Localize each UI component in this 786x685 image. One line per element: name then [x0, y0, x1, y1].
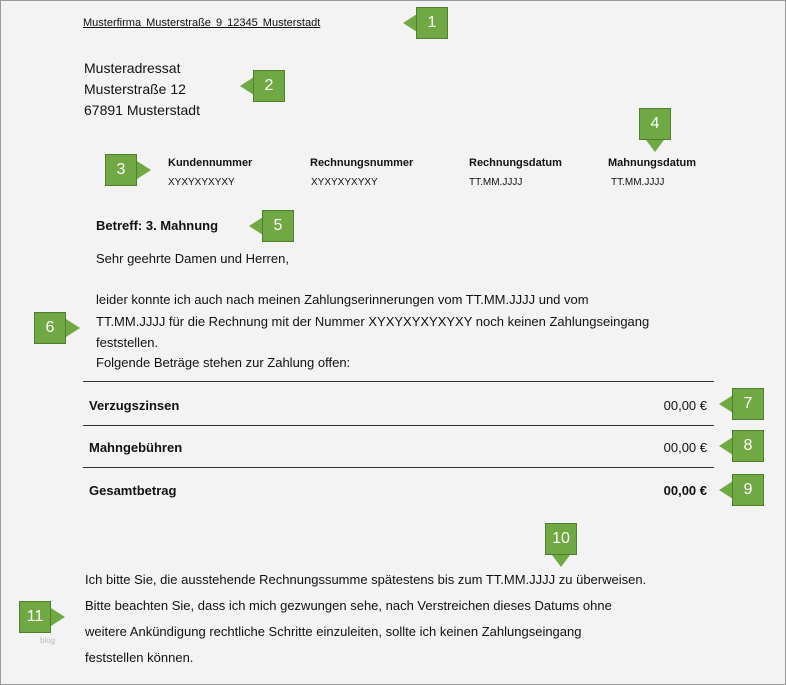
marker-arrow-icon	[137, 161, 151, 179]
table-rule	[83, 425, 714, 426]
invoice-date-label: Rechnungsdatum	[469, 157, 562, 169]
body-line-3: feststellen.	[96, 335, 159, 350]
amount-value-total: 00,00 €	[663, 483, 707, 498]
amount-label-fees: Mahngebühren	[89, 440, 183, 455]
marker-badge-6: 6	[34, 312, 66, 344]
marker-arrow-icon	[719, 481, 733, 499]
closing-line-3: weitere Ankündigung rechtliche Schritte einzuleiten, sollte ich keinen Zahlungseingang	[85, 624, 582, 639]
invoice-number-value: XYXYXYXYXY	[311, 177, 378, 188]
marker-badge-1: 1	[416, 7, 448, 39]
marker-badge-10: 10	[545, 523, 577, 555]
recipient-city: 67891 Musterstadt	[84, 102, 200, 118]
amount-label-interest: Verzugszinsen	[89, 398, 180, 413]
closing-line-2: Bitte beachten Sie, dass ich mich gezwungen sehe, nach Verstreichen dieses Datums ohne	[85, 598, 612, 613]
reminder-date-label: Mahnungsdatum	[608, 157, 696, 169]
customer-number-value: XYXYXYXYXY	[168, 177, 235, 188]
invoice-number-label: Rechnungsnummer	[310, 157, 414, 169]
recipient-street: Musterstraße 12	[84, 81, 186, 97]
reminder-date-value: TT.MM.JJJJ	[611, 177, 665, 188]
marker-arrow-icon	[646, 140, 664, 152]
marker-arrow-icon	[240, 77, 254, 95]
customer-number-label: Kundennummer	[168, 157, 253, 169]
recipient-name: Musteradressat	[84, 60, 181, 76]
body-line-4: Folgende Beträge stehen zur Zahlung offen:	[96, 355, 351, 370]
amount-value-interest: 00,00 €	[663, 398, 707, 413]
body-line-1: leider konnte ich auch nach meinen Zahlungserinnerungen vom TT.MM.JJJJ und vom	[96, 292, 589, 307]
salutation: Sehr geehrte Damen und Herren,	[96, 251, 289, 266]
marker-arrow-icon	[66, 319, 80, 337]
marker-arrow-icon	[51, 608, 65, 626]
table-rule	[83, 467, 714, 468]
marker-badge-3: 3	[105, 154, 137, 186]
table-rule-top	[83, 381, 714, 382]
marker-badge-5: 5	[262, 210, 294, 242]
marker-badge-4: 4	[639, 108, 671, 140]
marker-arrow-icon	[719, 437, 733, 455]
marker-badge-9: 9	[732, 474, 764, 506]
marker-arrow-icon	[403, 14, 417, 32]
amount-value-fees: 00,00 €	[663, 440, 707, 455]
marker-arrow-icon	[249, 217, 263, 235]
subject-line: Betreff: 3. Mahnung	[96, 218, 219, 233]
sender-line: Musterfirma Musterstraße 9 12345 Musterstadt	[83, 17, 321, 29]
marker-badge-2: 2	[253, 70, 285, 102]
amount-label-total: Gesamtbetrag	[89, 483, 177, 498]
marker-badge-8: 8	[732, 430, 764, 462]
closing-line-4: feststellen können.	[85, 650, 194, 665]
closing-line-1: Ich bitte Sie, die ausstehende Rechnungssumme spätestens bis zum TT.MM.JJJJ zu überweisen.	[85, 572, 647, 587]
marker-arrow-icon	[552, 555, 570, 567]
marker-badge-11: 11	[19, 601, 51, 633]
watermark: blog	[40, 636, 56, 645]
invoice-date-value: TT.MM.JJJJ	[469, 177, 523, 188]
marker-badge-7: 7	[732, 388, 764, 420]
marker-arrow-icon	[719, 395, 733, 413]
body-line-2: TT.MM.JJJJ für die Rechnung mit der Nummer XYXYXYXYXYXY noch keinen Zahlungseingang	[96, 314, 650, 329]
